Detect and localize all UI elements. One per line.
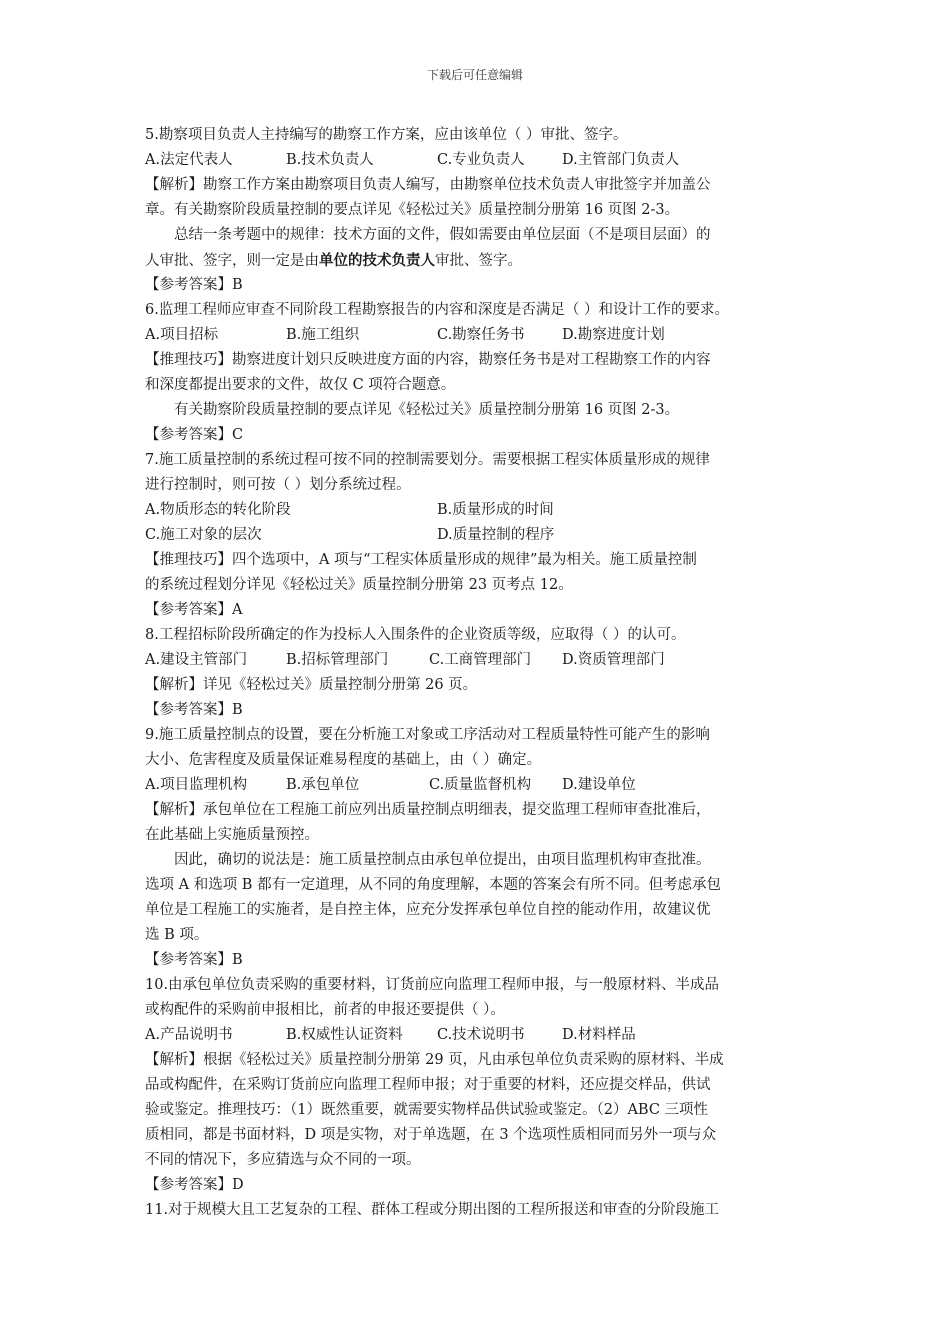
analysis-line: 和深度都提出要求的文件，故仅 C 项符合题意。 <box>145 377 456 393</box>
question-8-options <box>145 648 813 673</box>
question-6-options <box>145 323 813 348</box>
answer: 【参考答案】B <box>145 277 243 293</box>
rule-line: 总结一条考题中的规律：技术方面的文件，假如需要由单位层面（不是项目层面）的 <box>174 227 711 243</box>
question-7-cont: 进行控制时，则可按（ ）划分系统过程。 <box>145 477 411 493</box>
analysis-line: 的系统过程划分详见《轻松过关》质量控制分册第 23 页考点 12。 <box>145 577 573 593</box>
note-line: 有关勘察阶段质量控制的要点详见《轻松过关》质量控制分册第 16 页图 2-3。 <box>174 402 680 418</box>
option-d: D.勘察进度计划 <box>562 327 665 343</box>
question-9: 9.施工质量控制点的设置，要在分析施工对象或工序活动对工程质量特性可能产生的影响 <box>145 727 710 743</box>
question-5: 5.勘察项目负责人主持编写的勘察工作方案，应由该单位（ ）审批、签字。 <box>145 127 628 143</box>
answer: 【参考答案】A <box>145 602 243 618</box>
option-d: D.材料样品 <box>562 1027 636 1043</box>
answer: 【参考答案】D <box>145 1177 244 1193</box>
option-a: A.物质形态的转化阶段 <box>145 502 291 518</box>
question-8: 8.工程招标阶段所确定的作为投标人入围条件的企业资质等级，应取得（ ）的认可。 <box>145 627 686 643</box>
option-a: A.项目招标 <box>145 327 219 343</box>
question-6: 6.监理工程师应审查不同阶段工程勘察报告的内容和深度是否满足（ ）和设计工作的要求。 <box>145 302 729 318</box>
option-a: A.建设主管部门 <box>145 652 248 668</box>
question-9-options <box>145 773 813 798</box>
rule-text: 人审批、签字，则一定是由 <box>145 253 319 269</box>
rule-emphasis: 单位的技术负责人 <box>319 252 435 269</box>
page-header: 下载后可任意编辑 <box>426 68 523 82</box>
option-d: D.质量控制的程序 <box>437 527 555 543</box>
analysis-line: 不同的情况下，多应猜选与众不同的一项。 <box>145 1152 421 1168</box>
question-10-options <box>145 1023 813 1048</box>
option-a: A.产品说明书 <box>145 1027 233 1043</box>
option-c: C.勘察任务书 <box>437 327 525 343</box>
paragraph-line: 选 B 项。 <box>145 927 209 943</box>
option-c: C.质量监督机构 <box>429 777 532 793</box>
answer: 【参考答案】C <box>145 427 244 443</box>
analysis-line: 【解析】承包单位在工程施工前应列出质量控制点明细表，提交监理工程师审查批准后， <box>145 802 711 818</box>
analysis-line: 【推理技巧】勘察进度计划只反映进度方面的内容，勘察任务书是对工程勘察工作的内容 <box>145 352 711 368</box>
answer: 【参考答案】B <box>145 952 243 968</box>
option-b: B.承包单位 <box>286 777 360 793</box>
rule-text: 审批、签字。 <box>435 253 522 269</box>
option-d: D.主管部门负责人 <box>562 152 680 168</box>
option-a: A.法定代表人 <box>145 152 233 168</box>
option-b: B.权威性认证资料 <box>286 1027 403 1043</box>
question-7: 7.施工质量控制的系统过程可按不同的控制需要划分。需要根据工程实体质量形成的规律 <box>145 452 710 468</box>
option-c: C.技术说明书 <box>437 1027 525 1043</box>
analysis-line: 在此基础上实施质量预控。 <box>145 827 319 843</box>
analysis-line: 品或构配件，在采购订货前应向监理工程师申报；对于重要的材料，还应提交样品，供试 <box>145 1077 711 1093</box>
paragraph-line: 因此，确切的说法是：施工质量控制点由承包单位提出，由项目监理机构审查批准。 <box>174 852 711 868</box>
question-9-cont: 大小、危害程度及质量保证难易程度的基础上，由（ ）确定。 <box>145 752 542 768</box>
analysis-line: 质相同，都是书面材料，D 项是实物，对于单选题，在 3 个选项性质相同而另外一项与众 <box>145 1127 717 1143</box>
analysis-line: 章。有关勘察阶段质量控制的要点详见《轻松过关》质量控制分册第 16 页图 2-3。 <box>145 202 680 218</box>
paragraph-line: 单位是工程施工的实施者，是自控主体，应充分发挥承包单位自控的能动作用，故建议优 <box>145 902 711 918</box>
question-7-options-row1 <box>145 498 813 523</box>
option-a: A.项目监理机构 <box>145 777 248 793</box>
paragraph-line: 选项 A 和选项 B 都有一定道理，从不同的角度理解，本题的答案会有所不同。但考虑承包 <box>145 877 722 893</box>
option-b: B.技术负责人 <box>286 152 374 168</box>
analysis-line: 【解析】勘察工作方案由勘察项目负责人编写，由勘察单位技术负责人审批签字并加盖公 <box>145 177 711 193</box>
answer: 【参考答案】B <box>145 702 243 718</box>
option-b: B.招标管理部门 <box>286 652 389 668</box>
option-b: B.质量形成的时间 <box>437 502 554 518</box>
option-b: B.施工组织 <box>286 327 360 343</box>
analysis-line: 【解析】根据《轻松过关》质量控制分册第 29 页，凡由承包单位负责采购的原材料、半成 <box>145 1052 724 1068</box>
analysis-line: 【推理技巧】四个选项中，A 项与“工程实体质量形成的规律”最为相关。施工质量控制 <box>145 552 697 568</box>
option-c: C.专业负责人 <box>437 152 525 168</box>
option-c: C.施工对象的层次 <box>145 527 262 543</box>
question-5-options <box>145 148 813 173</box>
document-body <box>145 123 813 1223</box>
option-d: D.建设单位 <box>562 777 636 793</box>
question-11: 11.对于规模大且工艺复杂的工程、群体工程或分期出图的工程所报送和审查的分阶段施工 <box>145 1202 720 1218</box>
question-10-cont: 或构配件的采购前申报相比，前者的申报还要提供（ ）。 <box>145 1002 505 1018</box>
question-7-options-row2 <box>145 523 813 548</box>
analysis-line: 【解析】详见《轻松过关》质量控制分册第 26 页。 <box>145 677 478 693</box>
question-10: 10.由承包单位负责采购的重要材料，订货前应向监理工程师申报，与一般原材料、半成品 <box>145 977 720 993</box>
option-c: C.工商管理部门 <box>429 652 532 668</box>
option-d: D.资质管理部门 <box>562 652 665 668</box>
analysis-line: 验或鉴定。推理技巧：（1）既然重要，就需要实物样品供试验或鉴定。（2）ABC 三项性 <box>145 1102 709 1118</box>
rule-line <box>145 248 813 273</box>
